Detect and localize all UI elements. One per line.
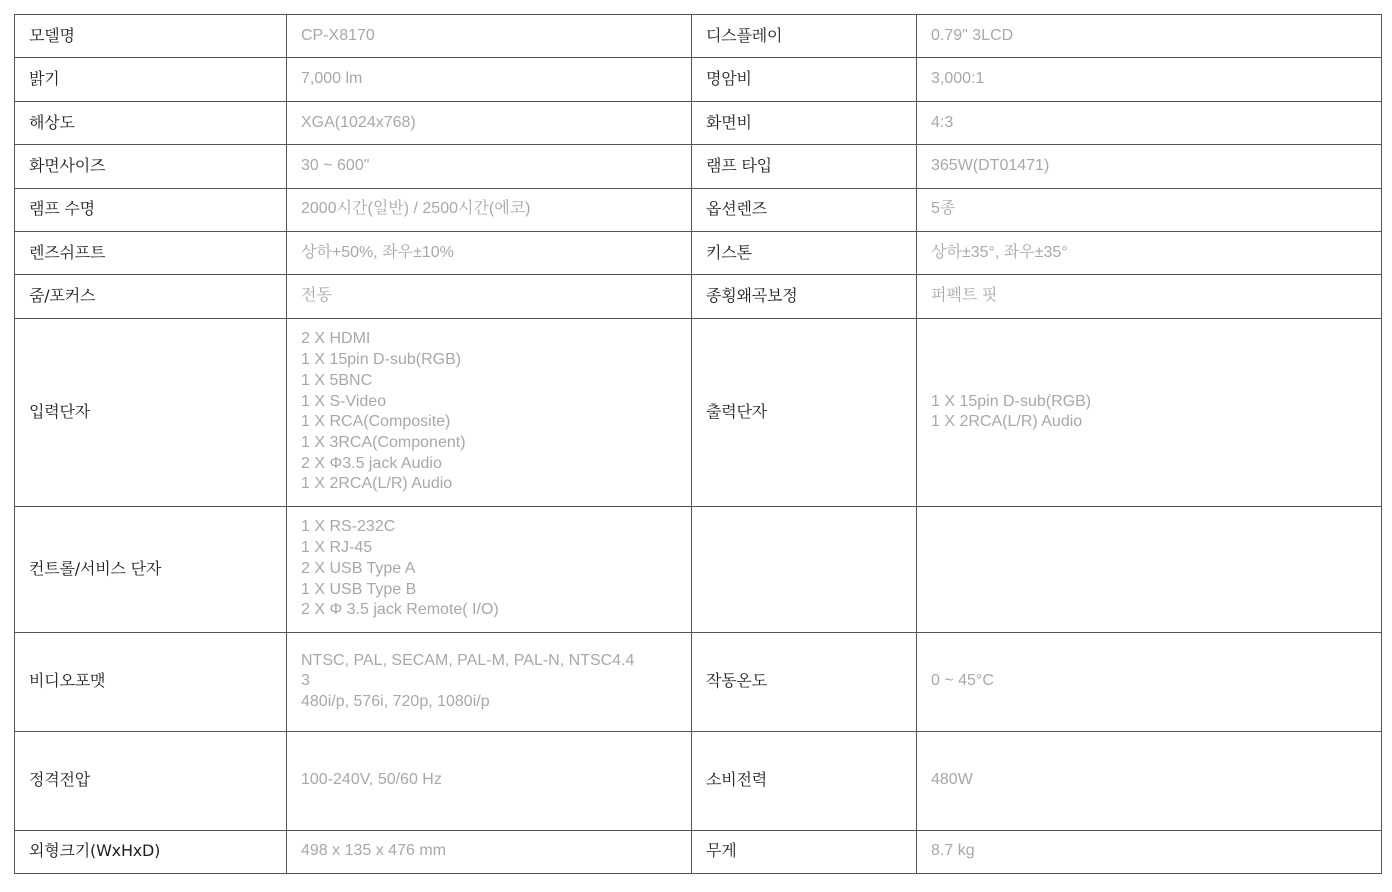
spec-value-line: 1 X 15pin D-sub(RGB) [301,351,462,369]
spec-value-line: 8.7 kg [931,842,975,860]
spec-value-line: 1 X 15pin D-sub(RGB) [931,392,1092,410]
spec-label: 옵션렌즈 [692,188,917,231]
spec-value [287,101,692,144]
spec-value-line: CP-X8170 [301,26,375,44]
spec-label: 소비전력 [692,731,917,830]
spec-label: 화면비 [692,101,917,144]
spec-value-line: 5종 [931,200,956,218]
spec-label: 종횡왜곡보정 [692,275,917,318]
spec-value [917,731,1382,830]
spec-value [917,318,1382,506]
table-row [15,830,1382,873]
spec-table-body [15,15,1382,874]
spec-value [287,145,692,188]
spec-value [917,58,1382,101]
table-row [15,318,1382,506]
spec-label: 해상도 [15,101,287,144]
spec-value-line: 7,000 lm [301,70,363,88]
spec-label: 외형크기(WxHxD) [15,830,287,873]
spec-value [917,830,1382,873]
spec-value [917,632,1382,731]
spec-value [287,275,692,318]
spec-label: 정격전압 [15,731,287,830]
spec-value [287,58,692,101]
spec-label: 무게 [692,830,917,873]
spec-value [287,731,692,830]
table-row [15,15,1382,58]
spec-label: 줌/포커스 [15,275,287,318]
table-row [15,145,1382,188]
spec-value-line: 100-240V, 50/60 Hz [301,771,442,789]
spec-value [287,188,692,231]
spec-value [287,506,692,632]
spec-value-line: 1 X S-Video [301,392,387,410]
spec-value-line: 3,000:1 [931,70,985,88]
table-row [15,58,1382,101]
table-row [15,188,1382,231]
spec-value-line: 전동 [301,287,332,305]
spec-value-line: XGA(1024x768) [301,113,416,131]
spec-label: 입력단자 [15,318,287,506]
spec-label: 비디오포맷 [15,632,287,731]
spec-table [14,14,1382,874]
spec-value [917,231,1382,274]
spec-value [917,145,1382,188]
spec-value [917,275,1382,318]
table-row [15,632,1382,731]
spec-value-line: 1 X 2RCA(L/R) Audio [931,413,1083,431]
table-row [15,731,1382,830]
spec-label: 출력단자 [692,318,917,506]
spec-value [287,318,692,506]
spec-value-line: 480W [931,771,973,789]
spec-value-line: 2 X Φ3.5 jack Audio [301,454,442,472]
spec-value [287,830,692,873]
spec-value-line: 4:3 [931,113,954,131]
spec-value-line: 2 X USB Type A [301,559,416,577]
spec-value-line: 1 X 5BNC [301,371,373,389]
spec-value-line: 1 X 2RCA(L/R) Audio [301,475,453,493]
spec-value-line: NTSC, PAL, SECAM, PAL-M, PAL-N, NTSC4.4 [301,651,635,669]
spec-value-line: 0.79" 3LCD [931,26,1014,44]
spec-label: 램프 타입 [692,145,917,188]
spec-value-line: 365W(DT01471) [931,157,1050,175]
spec-value-line: 0 ~ 45°C [931,672,994,690]
spec-label: 밝기 [15,58,287,101]
spec-value-line: 상하+50%, 좌우±10% [301,243,454,261]
spec-value-line: 2 X Φ 3.5 jack Remote( I/O) [301,601,499,619]
spec-label: 모델명 [15,15,287,58]
spec-value-line: 498 x 135 x 476 mm [301,842,446,860]
spec-value-line: 30 ~ 600" [301,157,370,175]
spec-value-line: 1 X RS-232C [301,518,396,536]
spec-value [917,188,1382,231]
spec-label: 렌즈쉬프트 [15,231,287,274]
spec-value [917,15,1382,58]
spec-label: 작동온도 [692,632,917,731]
spec-label: 화면사이즈 [15,145,287,188]
spec-label: 키스톤 [692,231,917,274]
spec-value-line: 1 X RCA(Composite) [301,413,451,431]
spec-value [287,231,692,274]
spec-value-line: 480i/p, 576i, 720p, 1080i/p [301,693,490,711]
table-row [15,275,1382,318]
table-row [15,506,1382,632]
table-row [15,231,1382,274]
spec-value-line: 2 X HDMI [301,330,371,348]
spec-label: 명암비 [692,58,917,101]
spec-value-line: 퍼펙트 핏 [931,287,998,305]
spec-value-line: 상하±35°, 좌우±35° [931,243,1068,261]
spec-value-line: 2000시간(일반) / 2500시간(에코) [301,200,531,218]
spec-label: 디스플레이 [692,15,917,58]
table-row [15,101,1382,144]
spec-value-line: 1 X USB Type B [301,580,417,598]
spec-value-line: 3 [301,672,310,690]
spec-label: 컨트롤/서비스 단자 [15,506,287,632]
spec-value [917,506,1382,632]
spec-label [692,506,917,632]
spec-value [917,101,1382,144]
spec-value [287,632,692,731]
spec-value-line: 1 X 3RCA(Component) [301,433,466,451]
spec-value [287,15,692,58]
spec-value-line: 1 X RJ-45 [301,539,373,557]
spec-label: 램프 수명 [15,188,287,231]
